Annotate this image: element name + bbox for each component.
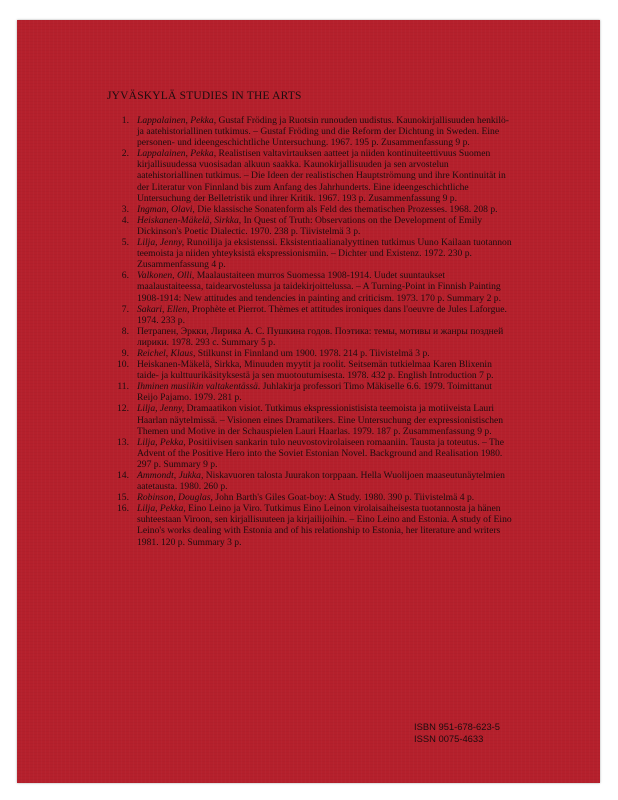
entry-text: Петрапен, Эркки, Лирика А. С. Пушкина годов. Поэтика: темы, мотивы и жанры поздней лирики. 1978. 293 с. Summary 5 p. — [137, 325, 504, 348]
entry-text: Stilkunst in Finnland um 1900. 1978. 214 p. Tiivistelmä 3 p. — [197, 347, 430, 359]
entry-author: Ammondt, Jukka, — [137, 470, 204, 481]
entry-text: Juhlakirja professori Timo Mäkiselle 6.6. 1979. Toimittanut Reijo Pajamo. 1979. 281 p. — [137, 381, 492, 404]
entry-number: 15. — [117, 492, 129, 504]
entry-number: 2. — [121, 148, 129, 160]
publication-list — [114, 115, 512, 548]
publication-entry — [114, 215, 512, 237]
entry-author: Sakari, Ellen, — [137, 303, 190, 315]
publication-entry — [114, 381, 512, 403]
entry-text: Realistisen valtavirtauksen aatteet ja niiden kontinuiteettivuus Suomen kirjallisuudessa vuosisadan alkuun saakka. Kaunokirjallisuuden ja sen arvostelun aatehistoriallinen tutkimus. – Die Ideen der realistischen Hauptströmung und ihre Kontinuität in der Literatur von Finnland bis zum Anfang des Jahrhunderts. Eine ideengeschichtliche Untersuchung der Belletristik und ihrer Kritik. 1967. 193 p. Zusammenfassung 9 p. — [137, 148, 506, 204]
isbn-number: ISBN 951-678-623-5 — [414, 721, 500, 732]
publication-entry — [114, 304, 512, 326]
entry-author: Reichel, Klaus, — [137, 347, 196, 359]
publication-entry — [114, 437, 512, 470]
publication-entry — [114, 204, 512, 215]
entry-number: 16. — [117, 503, 129, 515]
entry-author: Lappalainen, Pekka, — [137, 148, 217, 160]
entry-author: Lilja, Jenny, — [137, 237, 185, 249]
entry-text: Maalaustaiteen murros Suomessa 1908-1914. Uudet suuntaukset maalaustaiteessa, taidearvostelussa ja taidekirjoittelussa. – A Turning-Point in Finnish Painting 1908-1914: New attitudes and tendencies in painting and criticism. 1973. 170 p. Summary 2 p. — [137, 270, 501, 304]
entry-author: Lappalainen, Pekka, — [137, 115, 217, 126]
entry-number: 8. — [121, 325, 129, 337]
entry-number: 12. — [117, 403, 129, 415]
entry-text: In Quest of Truth: Observations on the Development of Emily Dickinson's Poetic Dialectic. 1970. 238 p. Tiivistelmä 3 p. — [137, 214, 483, 237]
entry-text: Runoilija ja eksistenssi. Eksistentiaalianalyyttinen tutkimus Uuno Kailaan tuotannon teemoista ja niiden yhteyksistä ekspressionismiin. – Dichter und Existenz. 1972. 230 p. Zusammenfassung 4 p. — [137, 237, 512, 271]
entry-author: Valkonen, Olli, — [137, 270, 195, 282]
series-title: JYVÄSKYLÄ STUDIES IN THE ARTS — [107, 90, 302, 102]
publication-entry — [114, 492, 512, 503]
entry-author: Ihminen musiikin valtakentässä. — [137, 381, 261, 393]
entry-number: 9. — [121, 347, 129, 359]
entry-number: 4. — [121, 214, 129, 226]
entry-author: Ingman, Olavi, — [137, 203, 195, 215]
entry-text: Prophète et Pierrot. Thèmes et attitudes ironiques dans l'oeuvre de Jules Laforgue. 1974. 233 p. — [137, 303, 507, 326]
entry-author: Lilja, Pekka, — [137, 436, 186, 448]
entry-number: 11. — [117, 381, 129, 393]
entry-number: 13. — [117, 436, 129, 448]
publication-entry — [114, 470, 512, 492]
entry-author: Lilja, Pekka, — [137, 503, 186, 515]
entry-author: Heiskanen-Mäkelä, Sirkka, — [137, 214, 242, 226]
entry-number: 7. — [121, 303, 129, 315]
entry-author: Lilja, Jenny, — [137, 403, 185, 415]
entry-number: 6. — [121, 270, 129, 282]
entry-text: John Barth's Giles Goat-boy: A Study. 1980. 390 p. Tiivistelmä 4 p. — [215, 492, 475, 504]
entry-number: 14. — [117, 470, 129, 481]
entry-number: 5. — [121, 237, 129, 249]
publication-entry — [114, 359, 512, 381]
entry-text: Die klassische Sonatenform als Feld des thematischen Prozesses. 1968. 208 p. — [197, 203, 498, 215]
publication-entry — [114, 148, 512, 203]
entry-text: Positiivisen sankarin tulo neuvostovirolaiseen romaaniin. Tausta ja toteutus. – The Advent of the Positive Hero into the Soviet Estonian Novel. Background and Realisation 1980. 297 p. Summary 9 p. — [137, 436, 504, 470]
entry-text: Dramaatikon visiot. Tutkimus ekspressionistisista teemoista ja motiiveista Lauri Haarlan näytelmissä. – Visionen eines Dramatikers. Eine Untersuchung der expressionistischen Themen und Motive in der Schauspielen Lauri Haarlas. 1979. 187 p. Zusammenfassung 9 p. — [137, 403, 504, 437]
book-back-cover — [17, 20, 600, 783]
publication-entry — [114, 270, 512, 303]
publication-entry — [114, 237, 512, 270]
entry-number: 1. — [121, 115, 129, 126]
entry-text: Niskavuoren talosta Juurakon torppaan. Hella Wuolijoen maaseutunäytelmien aatetausta. 1980. 260 p. — [137, 470, 505, 493]
entry-text: Eino Leino ja Viro. Tutkimus Eino Leinon virolaisaiheisesta tuotannosta ja hänen suhteestaan Viroon, sen kirjallisuuteen ja kirjailijoihin. – Eino Leino and Estonia. A study of Eino Leino's works dealing with Estonia and of his relationship to Estonia, her literature and writers 1981. 120 p. Summary 3 p. — [137, 503, 512, 548]
entry-author: Robinson, Douglas, — [137, 492, 213, 504]
entry-number: 10. — [117, 359, 129, 371]
publication-entry — [114, 403, 512, 436]
publication-entry — [114, 115, 512, 148]
entry-number: 3. — [121, 203, 129, 215]
entry-text: Gustaf Fröding ja Ruotsin runouden uudistus. Kaunokirjallisuuden henkilö- ja aatehistoriallinen tutkimus. – Gustaf Fröding und die Reform der Dichtung in Sweden. Eine personen- und ideengeschichtliche Untersuchung. 1967. 195 p. Zusammenfassung 9 p. — [137, 115, 509, 149]
entry-text: Heiskanen-Mäkelä, Sirkka, Minuuden myytit ja roolit. Seitsemän tutkielmaa Karen Blixenin taide- ja kulttuurikäsityksestä ja sen muotoutumisesta. 1978. 432 p. English Introduction 7 p. — [137, 359, 494, 382]
issn-number: ISSN 0075-4633 — [414, 732, 484, 744]
publication-entry — [114, 348, 512, 359]
isbn-block — [414, 721, 500, 744]
publication-entry — [114, 326, 512, 348]
publication-entry — [114, 503, 512, 547]
